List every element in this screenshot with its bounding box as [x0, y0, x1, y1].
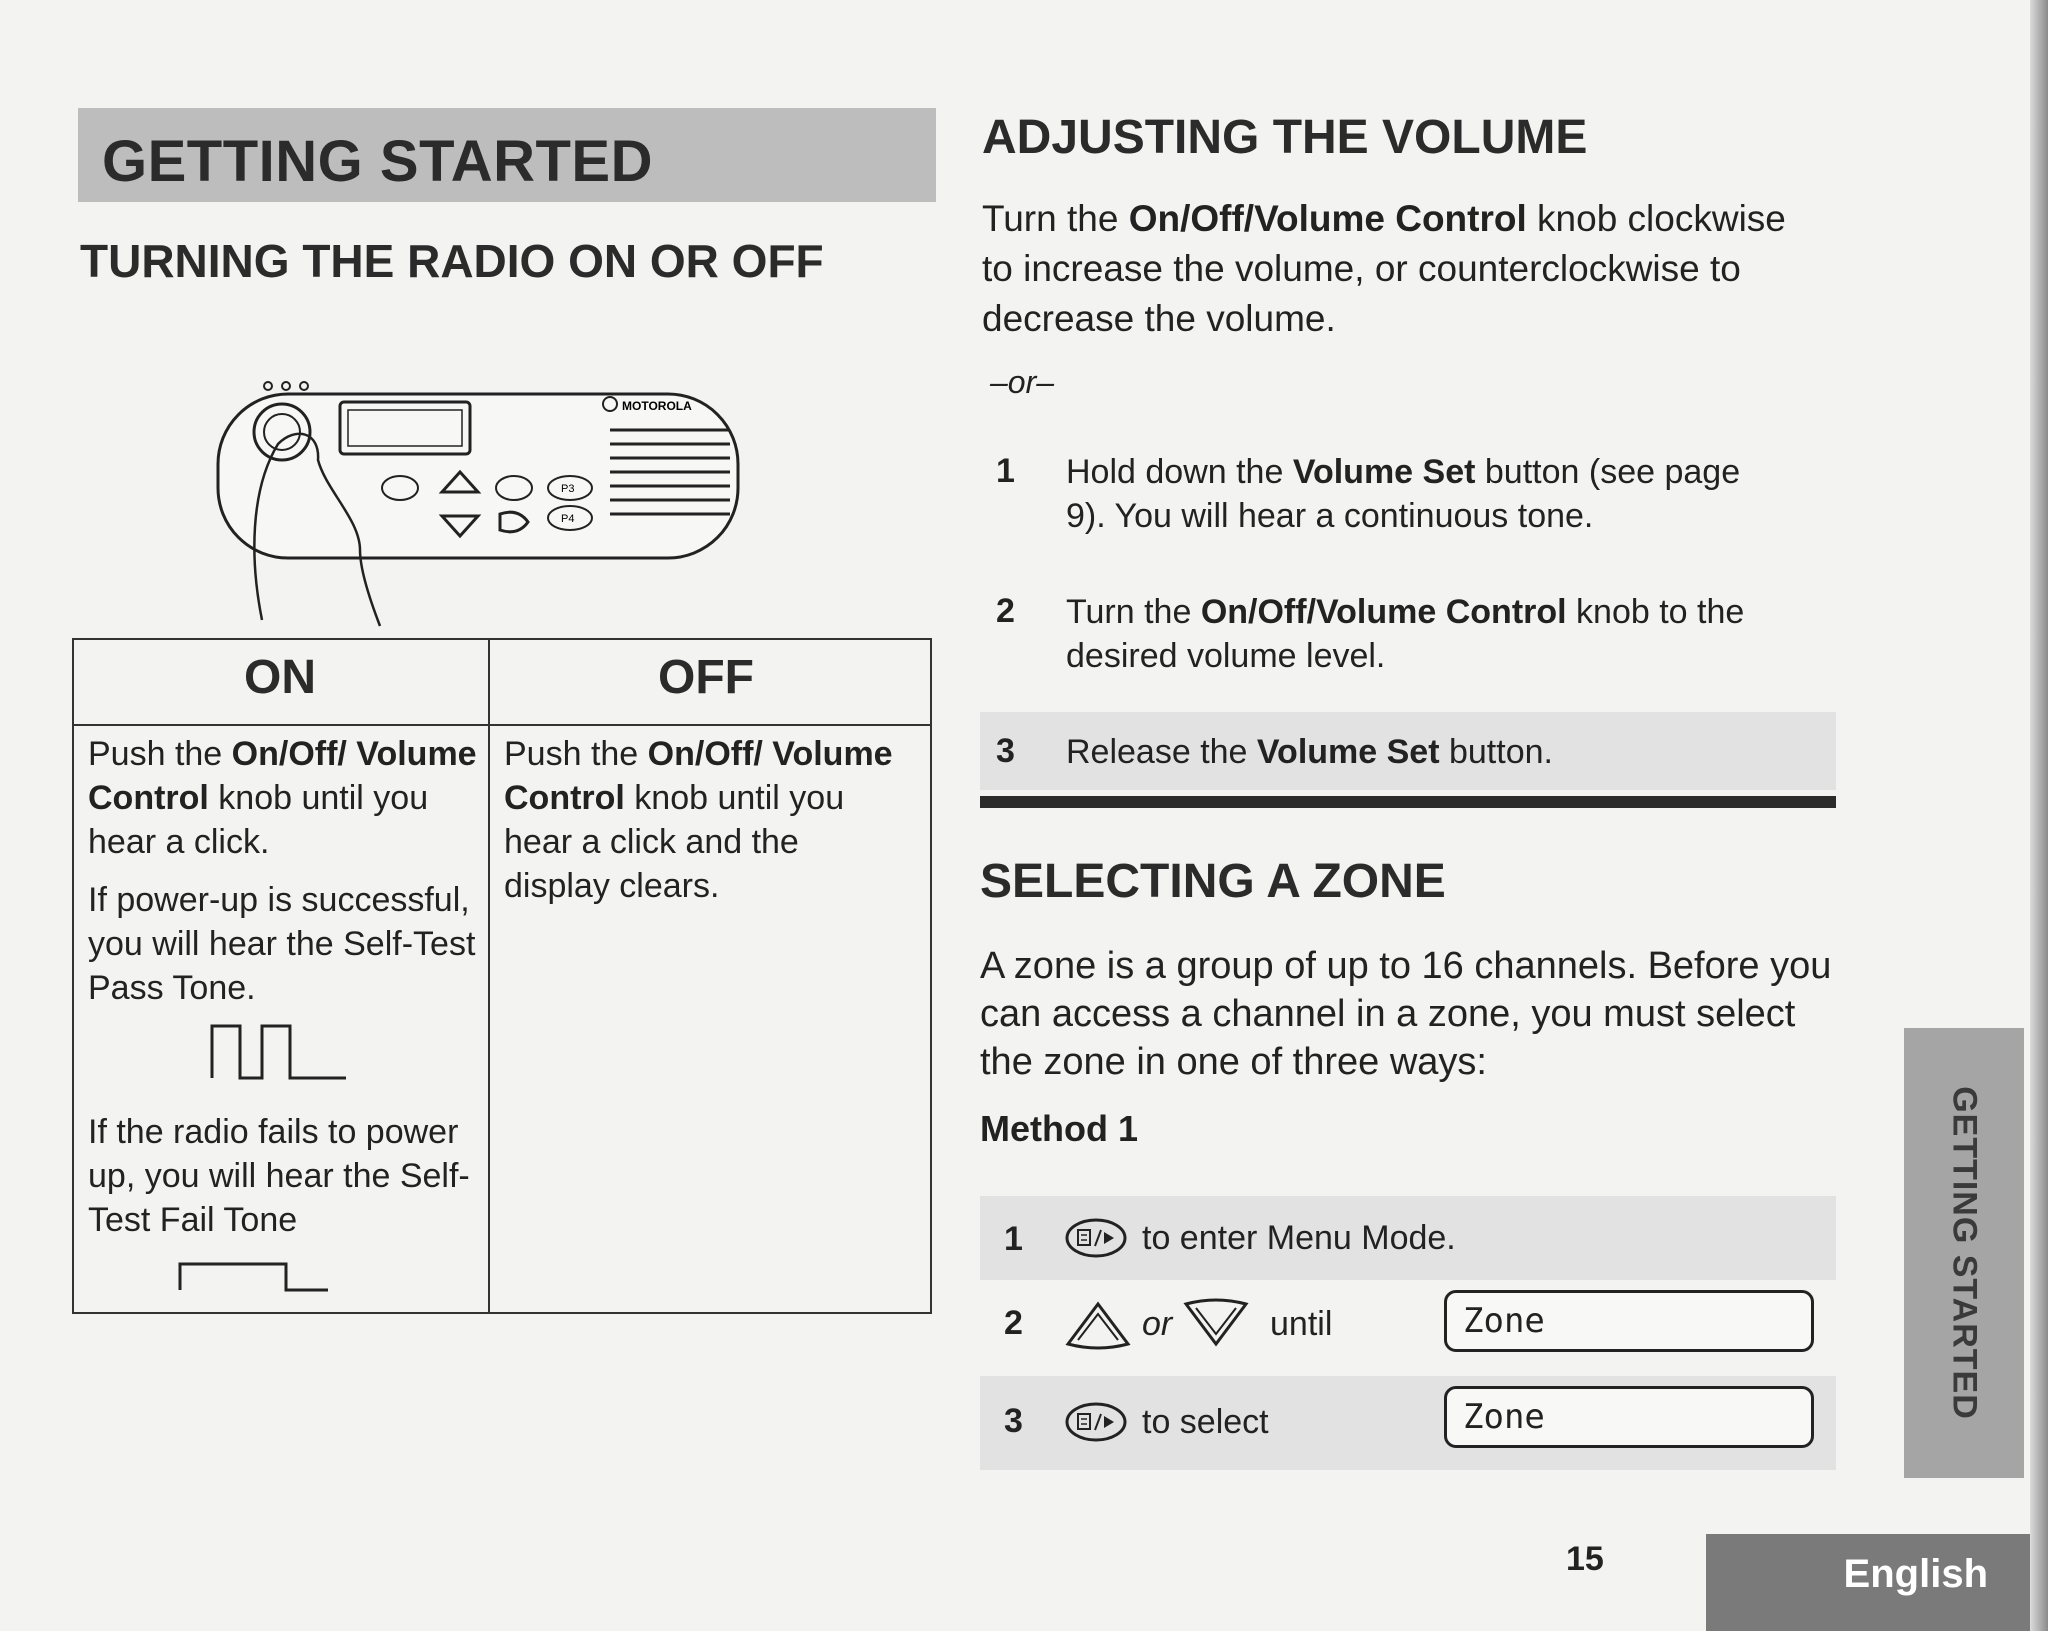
page-edge: [2030, 0, 2048, 1631]
zone-display-1: Zone: [1444, 1290, 1814, 1352]
zone-paragraph: A zone is a group of up to 16 channels. Before you can access a channel in a zone, you must select the zone in one of three ways:: [980, 945, 1832, 1083]
p3-button-label: P3: [561, 483, 575, 495]
section-divider: [980, 796, 1836, 808]
section-banner: [78, 108, 936, 202]
on-column-header: ON: [244, 651, 316, 704]
up-arrow-button-icon: [1062, 1296, 1134, 1352]
p4-button-label: P4: [561, 513, 575, 525]
side-tab-label: GETTING STARTED: [1945, 1086, 1984, 1420]
down-arrow-button-icon: [1180, 1296, 1252, 1352]
adjust-volume-heading: ADJUSTING THE VOLUME: [982, 111, 1588, 164]
or-separator: –or–: [990, 364, 1055, 400]
adjust-volume-paragraph: Turn the On/Off/Volume Control knob clockwise to increase the volume, or counterclockwise to decrease the volume.: [982, 198, 1786, 339]
zone-step-1: 1 to enter Menu Mode.: [980, 1196, 1836, 1280]
on-fail-text: If the radio fails to power up, you will hear the Self-Test Fail Tone: [88, 1113, 470, 1239]
method-1-label: Method 1: [980, 1108, 1138, 1149]
pass-tone-icon: [210, 1020, 350, 1084]
page-number: 15: [1566, 1540, 1604, 1578]
menu-button-icon: [1064, 1216, 1128, 1260]
side-tab: [1904, 1028, 2024, 1478]
on-success-text: If power-up is successful, you will hear the Self-Test Pass Tone.: [88, 881, 476, 1007]
off-column-header: OFF: [658, 651, 754, 704]
language-label: English: [1843, 1552, 1988, 1596]
on-off-table: [72, 638, 932, 1314]
section-title: GETTING STARTED: [102, 129, 653, 194]
radio-brand: MOTOROLA: [622, 399, 692, 413]
turning-heading: TURNING THE RADIO ON OR OFF: [80, 235, 824, 287]
zone-step-3: 3 to select Zone: [980, 1376, 1836, 1470]
radio-illustration: [210, 370, 750, 630]
volume-step-1: 1 Hold down the Volume Set button (see page 9). You will hear a continuous tone.: [996, 452, 1741, 535]
off-push-instruction: Push the On/Off/ Volume Control knob until you hear a click and the display clears.: [504, 735, 893, 905]
zone-display-2: Zone: [1444, 1386, 1814, 1448]
selecting-zone-heading: SELECTING A ZONE: [980, 855, 1446, 908]
volume-step-3: 3 Release the Volume Set button.: [980, 712, 1836, 790]
fail-tone-icon: [178, 1260, 338, 1294]
volume-step-2: 2 Turn the On/Off/Volume Control knob to the desired volume level.: [996, 592, 1745, 675]
zone-step-2: 2 or until Zone: [980, 1286, 1836, 1364]
select-button-icon: [1064, 1400, 1128, 1444]
on-push-instruction: Push the On/Off/ Volume Control knob until you hear a click.: [88, 735, 477, 861]
language-tab: [1706, 1534, 2036, 1631]
